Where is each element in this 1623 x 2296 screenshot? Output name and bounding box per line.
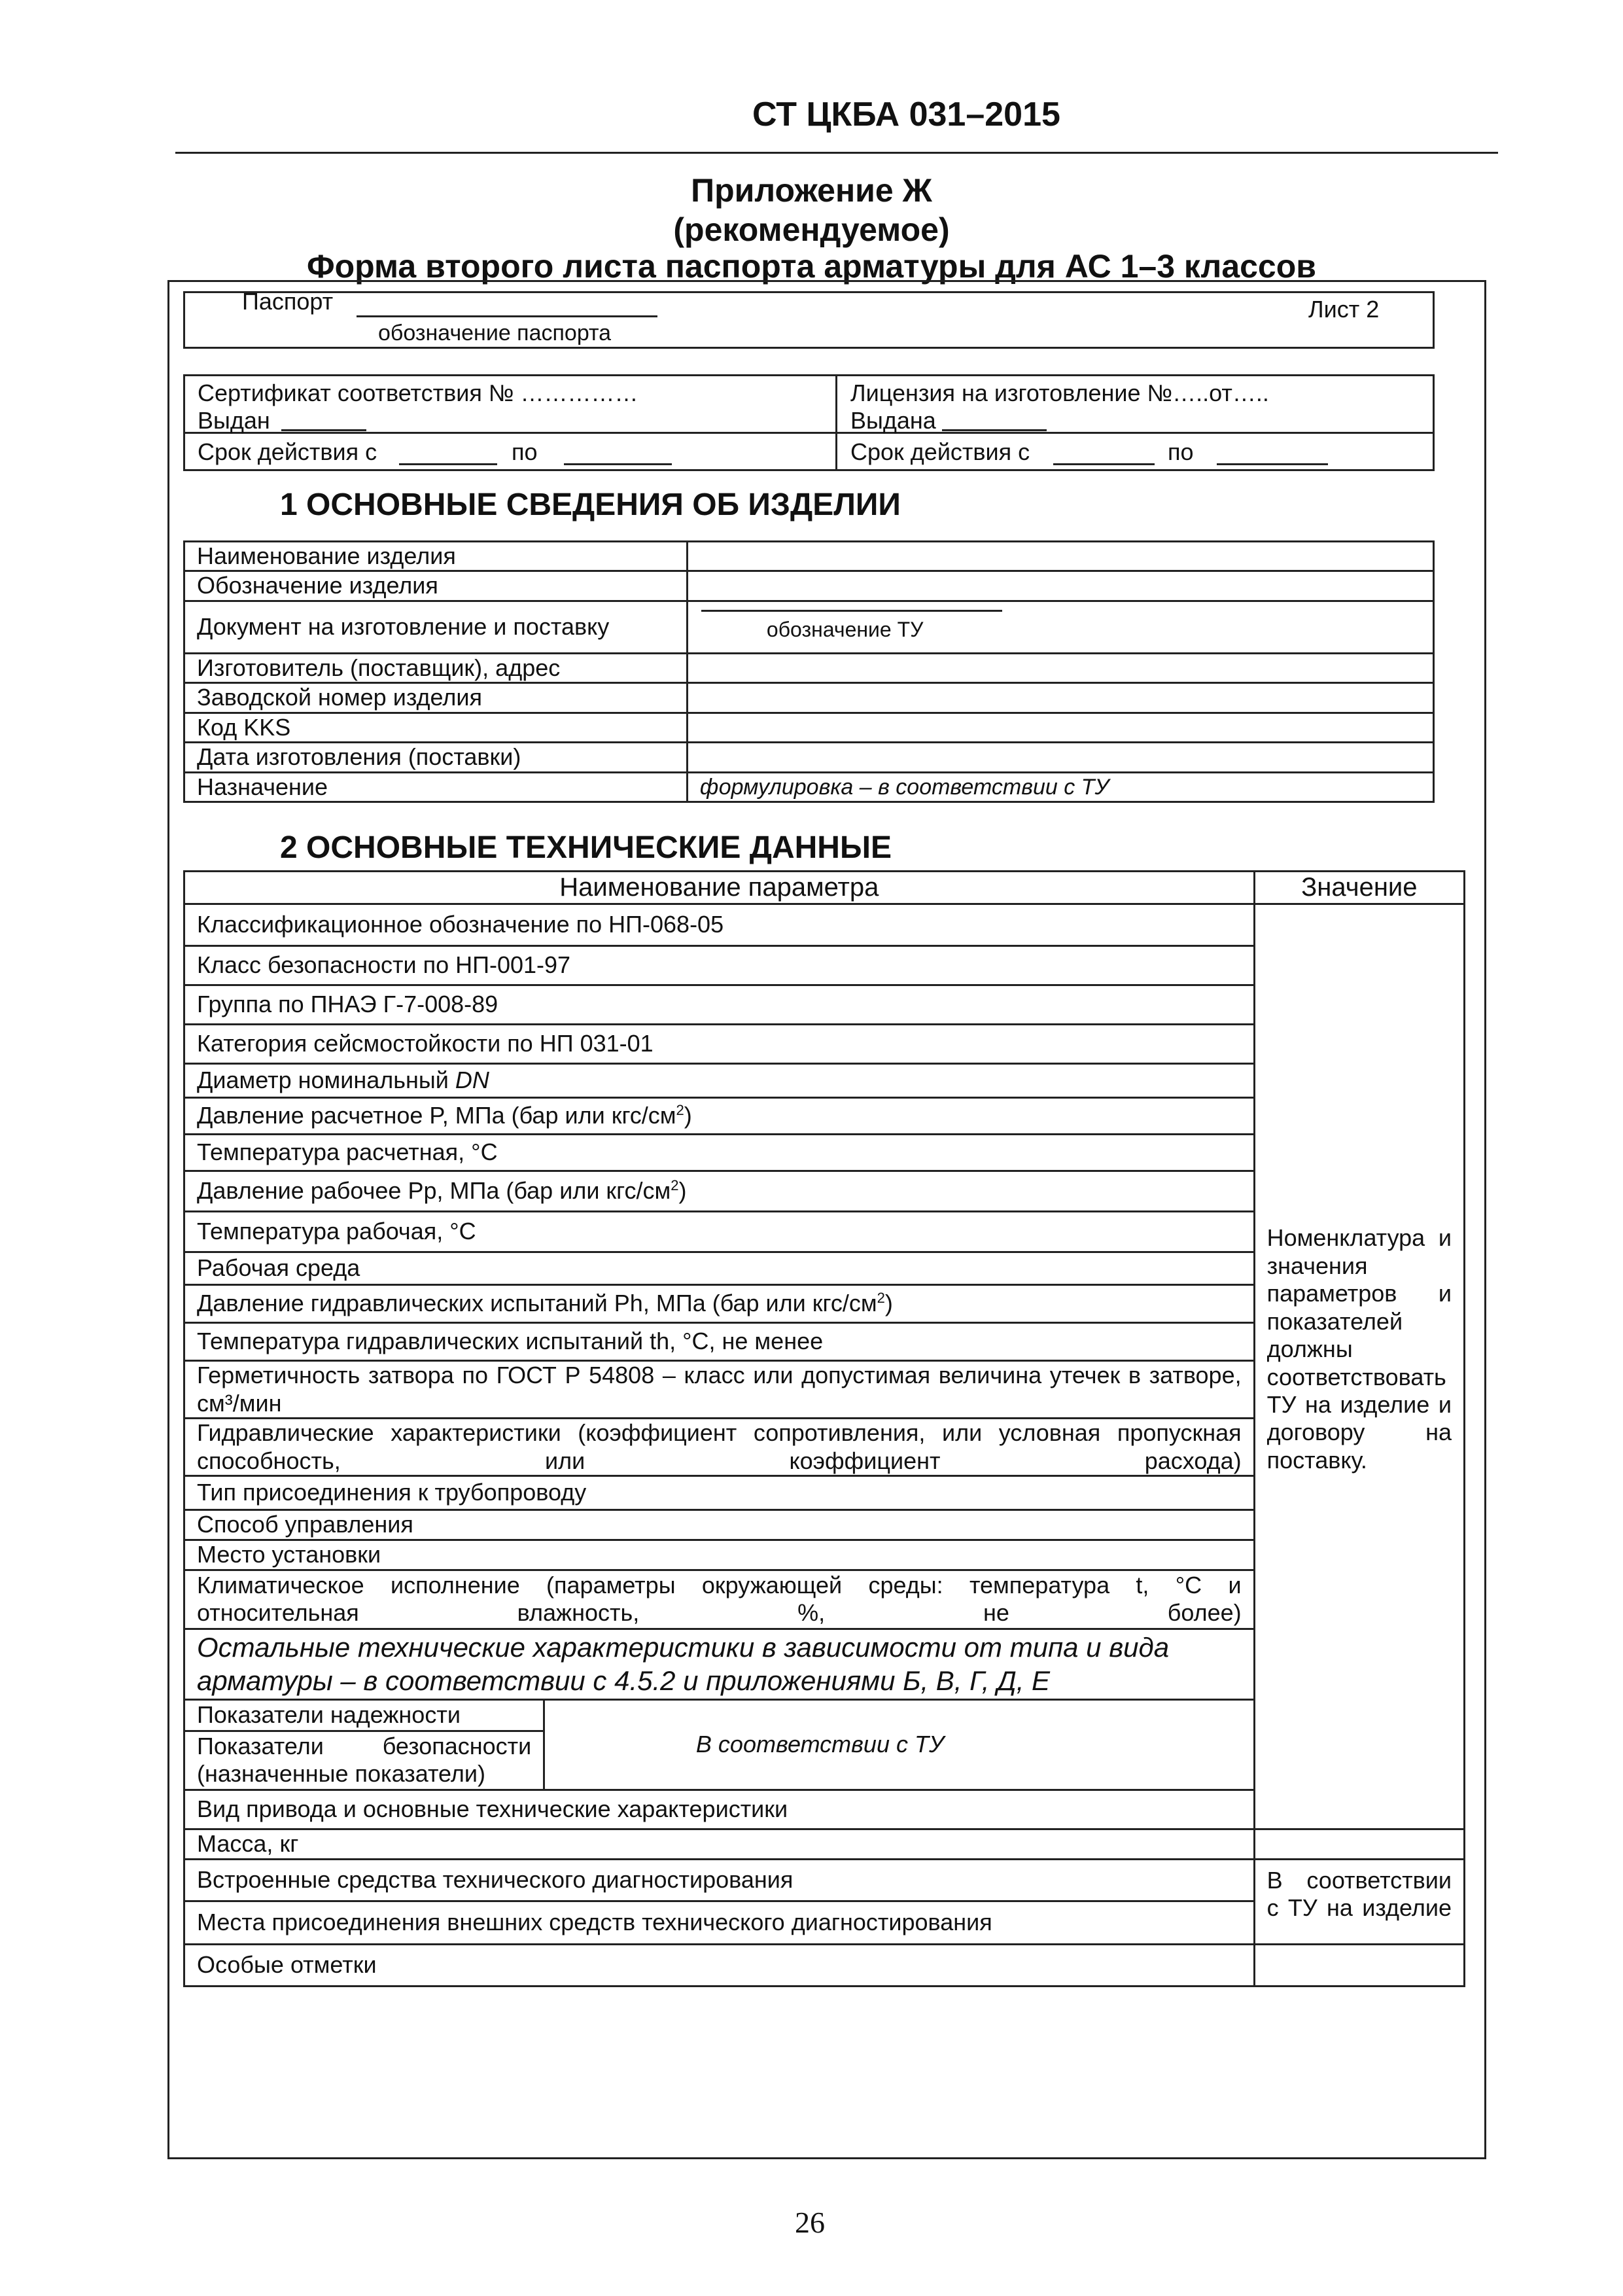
table-row — [184, 601, 1434, 653]
param-label: Климатическое исполнение (параметры окружающей среды: температура t, °С и относительная влажность, %, не более) — [184, 1570, 1255, 1629]
license-issued: Выдана — [850, 407, 936, 434]
param-label: Герметичность затвора по ГОСТ Р 54808 – класс или допустимая величина утечек в затворе, см³/мин — [184, 1361, 1255, 1419]
param-label: Масса, кг — [184, 1829, 1255, 1859]
table-row — [184, 1859, 1465, 1901]
param-label: Температура рабочая, °С — [184, 1212, 1255, 1252]
document-code: СТ ЦКБА 031–2015 — [752, 96, 1060, 133]
param-label: Вид привода и основные технические характеристики — [184, 1790, 1255, 1829]
header-rule — [175, 152, 1498, 154]
param-label: Места присоединения внешних средств технического диагностирования — [184, 1901, 1255, 1944]
technical-data-table — [183, 870, 1465, 1987]
table-row — [184, 772, 1434, 802]
row-value — [687, 542, 1433, 571]
passport-label: Паспорт — [242, 288, 334, 315]
table-header-row — [184, 872, 1465, 904]
row-label: Заводской номер изделия — [184, 683, 688, 713]
row-label: Наименование изделия — [184, 542, 688, 571]
row-label: Назначение — [184, 772, 688, 802]
license-to-line — [1217, 463, 1328, 465]
row-value — [687, 653, 1433, 682]
param-label: Встроенные средства технического диагностирования — [184, 1859, 1255, 1901]
table-row — [184, 713, 1434, 742]
safety-label: Показатели безопасности (назначенные показатели) — [184, 1731, 544, 1790]
product-info-table — [183, 540, 1435, 803]
param-label: Особые отметки — [184, 1944, 1255, 1986]
table-row — [184, 542, 1434, 571]
table-row — [184, 743, 1434, 772]
sheet-number: Лист 2 — [1308, 296, 1380, 323]
license-from-line — [1053, 463, 1155, 465]
license-valid-from: Срок действия с — [850, 438, 1030, 465]
license-number: Лицензия на изготовление №…..от….. — [850, 380, 1269, 406]
param-label: Гидравлические характеристики (коэффициент сопротивления, или условная пропускная способность, или коэффициент расхода) — [184, 1419, 1255, 1476]
reliability-label: Показатели надежности — [184, 1699, 544, 1731]
appendix-title: Приложение Ж — [691, 172, 932, 209]
param-label: Давление гидравлических испытаний Рh, МПа (бар или кгс/$см^2$) — [184, 1285, 1255, 1323]
row-value — [687, 743, 1433, 772]
page-number: 26 — [795, 2206, 825, 2239]
passport-box — [183, 291, 1435, 349]
param-label: Место установки — [184, 1540, 1255, 1570]
passport-number-line — [357, 315, 657, 317]
certificate-to-line — [564, 463, 672, 465]
value-cell — [1254, 1829, 1464, 1859]
row-value — [687, 683, 1433, 713]
param-label: Тип присоединения к трубопроводу — [184, 1476, 1255, 1510]
param-label: Диаметр номинальный DN — [184, 1064, 1255, 1098]
param-label: Давление рабочее Рр, МПа (бар или кгс/$см^2$) — [184, 1171, 1255, 1212]
row-label: Изготовитель (поставщик), адрес — [184, 653, 688, 682]
certificate-valid-to: по — [512, 438, 538, 465]
param-label: Классификационное обозначение по НП-068-05 — [184, 904, 1255, 946]
table-row — [184, 683, 1434, 713]
passport-caption: обозначение паспорта — [378, 321, 612, 345]
license-issued-line — [942, 429, 1047, 431]
form-title: Форма второго листа паспорта арматуры для АС 1–3 классов — [306, 248, 1317, 285]
param-label: Группа по ПНАЭ Г-7-008-89 — [184, 985, 1255, 1025]
row-value — [687, 571, 1433, 601]
col-param-header: Наименование параметра — [184, 872, 1255, 904]
reliability-per-tu: В соответствии с ТУ — [544, 1699, 1254, 1790]
tu-designation-cell — [687, 601, 1433, 653]
other-characteristics-note: Остальные технические характеристики в зависимости от типа и вида арматуры – в соответствии с 4.5.2 и приложениями Б, В, Г, Д, Е — [184, 1629, 1255, 1699]
tu-caption: обозначение ТУ — [766, 617, 924, 641]
row-value — [687, 713, 1433, 742]
param-label: Способ управления — [184, 1510, 1255, 1540]
row-label: Обозначение изделия — [184, 571, 688, 601]
param-label: Класс безопасности по НП-001-97 — [184, 946, 1255, 985]
row-label: Код KKS — [184, 713, 688, 742]
table-row — [184, 1829, 1465, 1859]
param-label: Рабочая среда — [184, 1252, 1255, 1285]
section2-title: 2 ОСНОВНЫЕ ТЕХНИЧЕСКИЕ ДАННЫЕ — [280, 830, 892, 865]
row-label: Документ на изготовление и поставку — [184, 601, 688, 653]
purpose-value: формулировка – в соответствии с ТУ — [687, 772, 1433, 802]
param-label: Давление расчетное P, МПа (бар или кгс/$см^2$) — [184, 1098, 1255, 1135]
section1-title: 1 ОСНОВНЫЕ СВЕДЕНИЯ ОБ ИЗДЕЛИИ — [280, 487, 901, 522]
diag-value: В соответствии с ТУ на изделие — [1254, 1859, 1464, 1944]
certificate-number: Сертификат соответствия № …………… — [198, 380, 638, 406]
table-row — [184, 904, 1465, 946]
certificate-from-line — [399, 463, 497, 465]
certificate-issued: Выдан — [198, 407, 270, 434]
cert-divider — [183, 432, 1435, 434]
table-row — [184, 571, 1434, 601]
table-row — [184, 1944, 1465, 1986]
row-label: Дата изготовления (поставки) — [184, 743, 688, 772]
value-note: Номенклатура и значения параметров и показателей должны соответствовать ТУ на изделие и договору на поставку. — [1254, 904, 1464, 1829]
param-label: Категория сейсмостойкости по НП 031-01 — [184, 1025, 1255, 1064]
tu-line — [701, 610, 1002, 612]
param-label: Температура расчетная, °С — [184, 1135, 1255, 1171]
table-row — [184, 653, 1434, 682]
col-value-header: Значение — [1254, 872, 1464, 904]
value-cell — [1254, 1944, 1464, 1986]
param-label: Температура гидравлических испытаний th, °С, не менее — [184, 1323, 1255, 1361]
certificate-valid-from: Срок действия с — [198, 438, 377, 465]
license-valid-to: по — [1168, 438, 1194, 465]
appendix-subtitle: (рекомендуемое) — [673, 211, 950, 248]
certificate-issued-line — [281, 429, 366, 431]
